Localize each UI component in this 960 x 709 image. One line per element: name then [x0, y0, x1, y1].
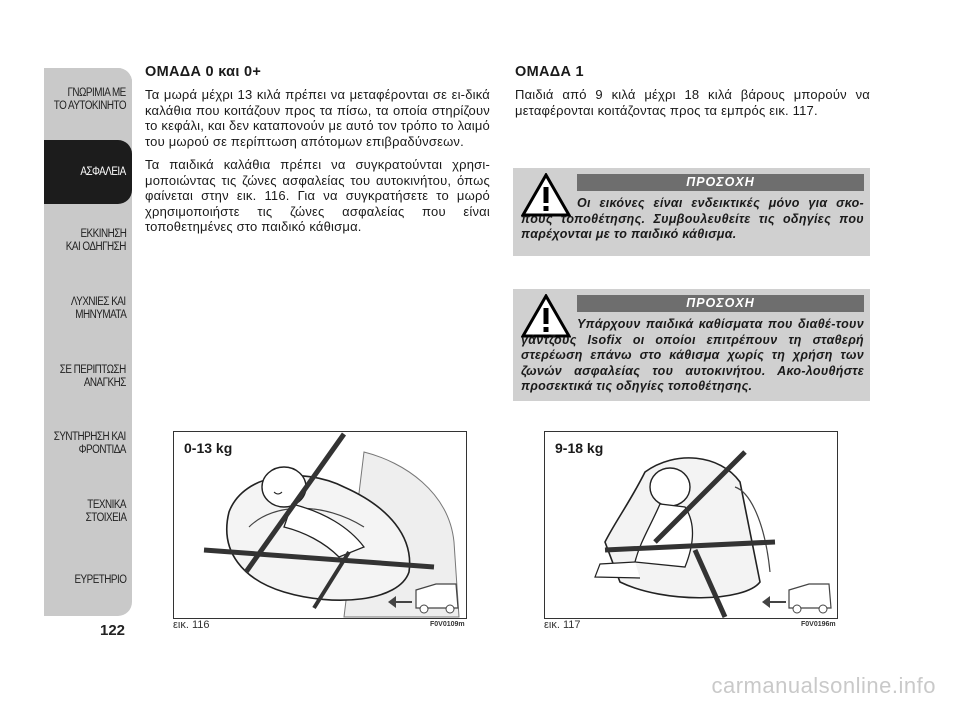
tab-emergency[interactable] — [44, 345, 132, 409]
tab-label: ΣΥΝΤΗΡΗΣΗ ΚΑΙ — [53, 431, 126, 443]
warning-text: Υπάρχουν παιδικά καθίσματα που διαθέ-τουν γάντζους Isofix οι οποίοι επιτρέπουν τη σταθερή στερέωση επάνω στο κάθισμα χωρίς τη χρήση των ζωνών ασφαλείας του αυτοκινήτου. Ακο-λουθήστε προσεκτικά τις οδηγίες τοποθέτησης. — [521, 317, 864, 393]
tab-label: ΑΣΦΑΛΕΙΑ — [80, 165, 126, 178]
paragraph: Τα παιδικά καλάθια πρέπει να συγκρατούνται χρησι-μοποιώντας τις ζώνες ασφαλείας του αυτοκινήτου, όπως φαίνεται στην εικ. 116. Για να συγκρατήσετε το μωρό χρησιμοποιήστε τις ζώνες ασφαλείας που είναι τοποθετημένες στο παιδικό κάθισμα. — [145, 157, 490, 234]
section-heading-group-0: ΟΜΑΔΑ 0 και 0+ — [145, 64, 262, 80]
figure-caption: εικ. 116 — [173, 619, 210, 631]
warning-box — [513, 168, 870, 256]
tab-label: ΤΟ ΑΥΤΟΚΙΝΗΤΟ — [53, 100, 126, 112]
tab-starting-driving[interactable] — [44, 209, 132, 273]
tab-index[interactable] — [44, 548, 132, 612]
watermark: carmanualsonline.info — [711, 673, 936, 698]
infant-carrier-illustration — [174, 432, 466, 618]
figure-116 — [173, 431, 467, 619]
tab-label: ΜΗΝΥΜΑΤΑ — [74, 309, 126, 321]
figure-code: F0V0109m — [430, 621, 465, 628]
paragraph: Παιδιά από 9 κιλά μέχρι 18 κιλά βάρους μπορούν να μεταφέρονται κοιτάζοντας προς τα εμπρός εικ. 117. — [515, 87, 870, 118]
child-seat-illustration — [545, 432, 837, 618]
figure-code: F0V0196m — [801, 621, 836, 628]
figure-caption: εικ. 117 — [544, 619, 581, 631]
tab-label: ΣΕ ΠΕΡΙΠΤΩΣΗ — [59, 364, 126, 376]
tab-warning-lights[interactable] — [44, 277, 132, 341]
tab-label: ΓΝΩΡΙΜΙΑ ΜΕ — [67, 87, 126, 99]
tab-label: ΕΥΡΕΤΗΡΙΟ — [74, 573, 126, 586]
tab-label: ΣΤΟΙΧΕΙΑ — [85, 512, 126, 524]
tab-technical-data[interactable] — [44, 480, 132, 544]
tab-label: ΛΥΧΝΙΕΣ ΚΑΙ — [71, 296, 126, 308]
left-column — [145, 64, 490, 235]
tab-label: ΚΑΙ ΟΔΗΓΗΣΗ — [65, 241, 126, 253]
figure-weight-label: 0-13 kg — [184, 440, 233, 456]
page-number: 122 — [100, 622, 126, 639]
tab-maintenance[interactable] — [44, 412, 132, 476]
figure-117 — [544, 431, 838, 619]
section-heading-group-1: ΟΜΑΔΑ 1 — [515, 64, 584, 80]
tab-label: ΕΚΚΙΝΗΣΗ — [80, 228, 126, 240]
right-column — [515, 64, 870, 118]
warning-text: Οι εικόνες είναι ενδεικτικές μόνο για σκο-πούς τοποθέτησης. Συμβουλευθείτε τις οδηγίες που παρέχονται με το παιδικό κάθισμα. — [521, 196, 864, 241]
tab-getting-to-know[interactable] — [44, 68, 132, 132]
paragraph: Τα μωρά μέχρι 13 κιλά πρέπει να μεταφέρονται σε ει-δικά καλάθια που κοιτάζουν προς τα πίσω, τα οποία στηρίζουν το κεφάλι, και δεν καταπονούν με αυτό τον τρόπο το λαιμό του μωρού σε περίπτωση απότομων επιβραδύνσεων. — [145, 87, 490, 149]
warning-title: ΠΡΟΣΟΧΗ — [577, 174, 864, 191]
warning-title: ΠΡΟΣΟΧΗ — [577, 295, 864, 312]
figure-weight-label: 9-18 kg — [555, 440, 604, 456]
tab-safety[interactable] — [44, 140, 132, 204]
tab-label: ΑΝΑΓΚΗΣ — [83, 377, 126, 389]
tab-label: ΤΕΧΝΙΚΑ — [87, 499, 126, 511]
chapter-sidebar — [0, 0, 140, 709]
warning-box — [513, 289, 870, 401]
tab-label: ΦΡΟΝΤΙΔΑ — [78, 444, 126, 456]
